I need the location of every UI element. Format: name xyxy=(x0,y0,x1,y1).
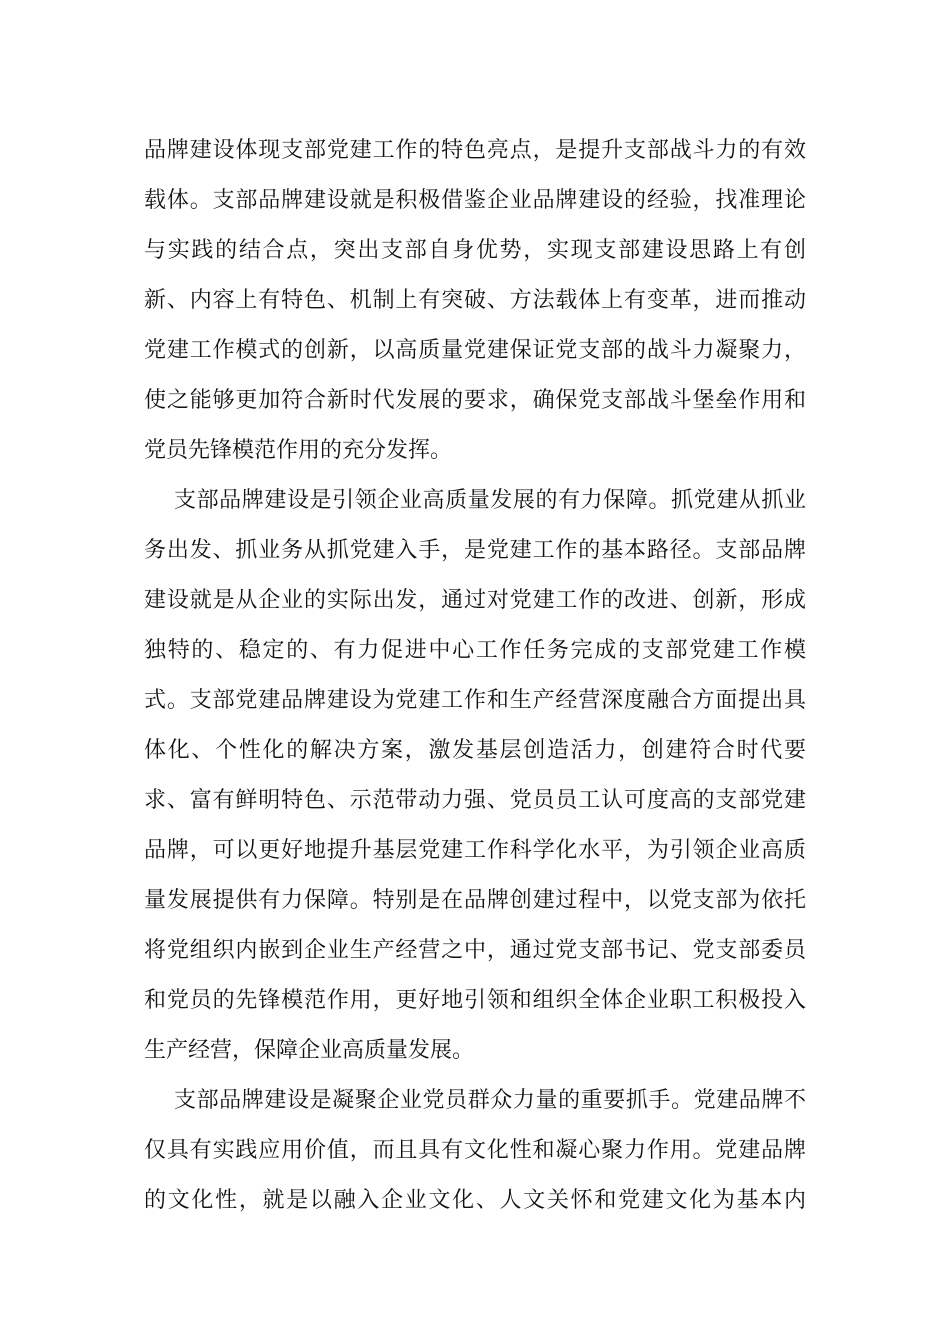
text-line: 式。支部党建品牌建设为党建工作和生产经营深度融合方面提出具 xyxy=(144,688,806,713)
paragraph xyxy=(144,126,806,476)
text-line: 将党组织内嵌到企业生产经营之中，通过党支部书记、党支部委员 xyxy=(144,938,806,963)
text-line: 仅具有实践应用价值，而且具有文化性和凝心聚力作用。党建品牌 xyxy=(144,1138,806,1163)
text-line: 新、内容上有特色、机制上有突破、方法载体上有变革，进而推动 xyxy=(144,288,806,313)
text-line: 党建工作模式的创新，以高质量党建保证党支部的战斗力凝聚力， xyxy=(144,338,806,363)
text-line: 生产经营，保障企业高质量发展。 xyxy=(144,1038,475,1063)
text-line: 独特的、稳定的、有力促进中心工作任务完成的支部党建工作模 xyxy=(144,638,806,663)
text-line: 务出发、抓业务从抓党建入手，是党建工作的基本路径。支部品牌 xyxy=(144,538,806,563)
text-line: 与实践的结合点，突出支部自身优势，实现支部建设思路上有创 xyxy=(144,238,806,263)
text-line: 和党员的先锋模范作用，更好地引领和组织全体企业职工积极投入 xyxy=(144,988,806,1013)
text-line: 体化、个性化的解决方案，激发基层创造活力，创建符合时代要 xyxy=(144,738,806,763)
text-line: 载体。支部品牌建设就是积极借鉴企业品牌建设的经验，找准理论 xyxy=(144,188,806,213)
text-line: 支部品牌建设是引领企业高质量发展的有力保障。抓党建从抓业 xyxy=(174,488,806,513)
text-line: 量发展提供有力保障。特别是在品牌创建过程中，以党支部为依托 xyxy=(144,888,806,913)
text-line: 品牌，可以更好地提升基层党建工作科学化水平，为引领企业高质 xyxy=(144,838,806,863)
text-line: 使之能够更加符合新时代发展的要求，确保党支部战斗堡垒作用和 xyxy=(144,388,806,413)
paragraph xyxy=(144,1076,806,1226)
text-line: 党员先锋模范作用的充分发挥。 xyxy=(144,438,453,463)
paragraph xyxy=(144,476,806,1076)
text-line: 求、富有鲜明特色、示范带动力强、党员员工认可度高的支部党建 xyxy=(144,788,806,813)
text-line: 品牌建设体现支部党建工作的特色亮点，是提升支部战斗力的有效 xyxy=(144,138,806,163)
text-line: 建设就是从企业的实际出发，通过对党建工作的改进、创新，形成 xyxy=(144,588,806,613)
text-line: 支部品牌建设是凝聚企业党员群众力量的重要抓手。党建品牌不 xyxy=(174,1088,806,1113)
document-body xyxy=(144,126,806,1226)
text-line: 的文化性，就是以融入企业文化、人文关怀和党建文化为基本内 xyxy=(144,1188,806,1213)
